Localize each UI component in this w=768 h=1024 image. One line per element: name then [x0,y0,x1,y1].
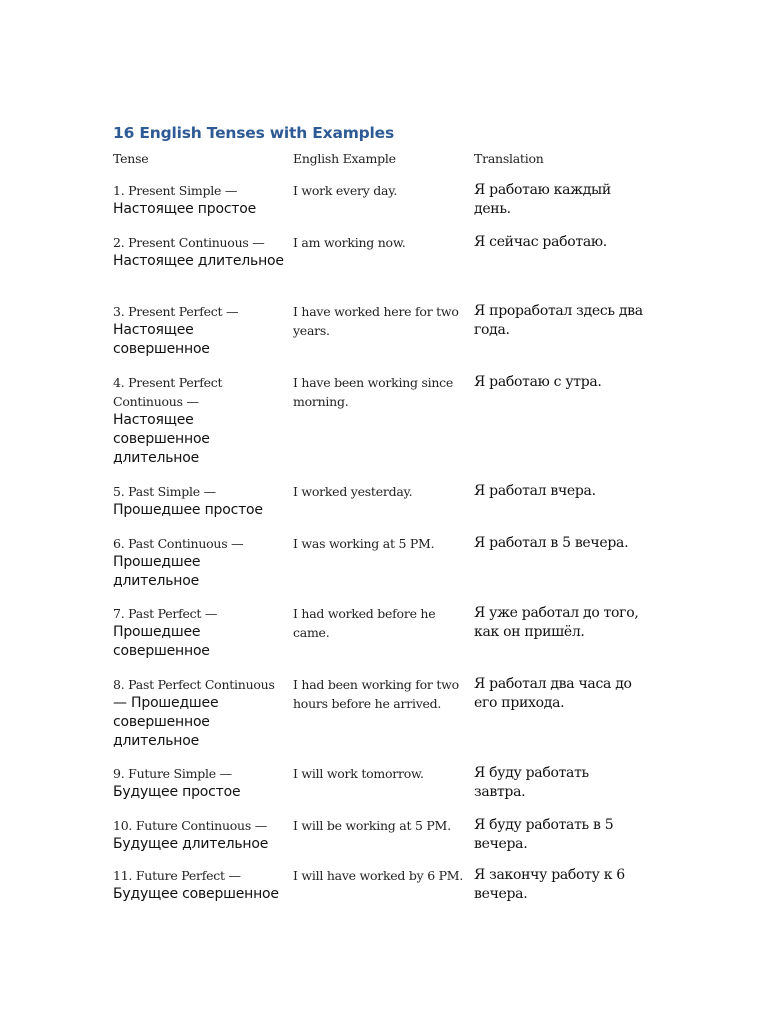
tense-cell [113,181,293,219]
translation-cell: Я работал два часа до его прихода. [474,676,632,711]
tense-english: 2. Present Continuous — [113,235,265,250]
table-row [113,675,653,764]
tense-english: 9. Future Simple — [113,766,232,781]
header-tense: Tense [113,151,149,166]
tense-english: 3. Present Perfect — [113,304,239,319]
example-cell: I am working now. [293,235,406,250]
tense-russian: Будущее простое [113,784,241,800]
tense-cell [113,373,293,468]
translation-cell: Я буду работать завтра. [474,765,589,800]
example-cell: I have worked here for two years. [293,304,459,338]
translation-cell: Я буду работать в 5 вечера. [474,817,614,852]
tense-russian: Прошедшее длительное [113,554,201,589]
tense-english: 10. Future Continuous — [113,818,267,833]
tense-english: 1. Present Simple — [113,183,238,198]
example-cell: I will have worked by 6 PM. [293,868,464,883]
example-cell: I had been working for two hours before he arrived. [293,677,459,711]
tenses-table [113,149,653,916]
tense-cell [113,675,293,751]
tense-cell [113,233,293,271]
translation-cell: Я закончу работу к 6 вечера. [474,867,625,902]
tense-english: 8. Past Perfect Continuous [113,677,275,692]
tense-cell [113,534,293,591]
tense-russian: Настоящее длительное [113,253,284,269]
tense-russian: Прошедшее совершенное [113,624,210,659]
example-cell: I had worked before he came. [293,606,436,640]
tense-english: 6. Past Continuous — [113,536,244,551]
translation-cell: Я работаю с утра. [474,374,602,390]
tense-russian: Настоящее совершенное длительное [113,412,210,466]
example-cell: I worked yesterday. [293,484,413,499]
example-cell: I will be working at 5 PM. [293,818,451,833]
table-row [113,482,653,534]
tense-english: 4. Present Perfect Continuous — [113,375,223,409]
table-row [113,764,653,816]
table-row [113,534,653,604]
tense-cell [113,302,293,359]
tense-cell [113,816,293,854]
table-row [113,233,653,302]
tense-cell [113,482,293,520]
tense-cell [113,866,293,904]
example-cell: I was working at 5 PM. [293,536,435,551]
translation-cell: Я работал вчера. [474,483,596,499]
header-english-example: English Example [293,151,396,166]
document-title: 16 English Tenses with Examples [113,124,395,142]
header-translation: Translation [474,151,544,166]
table-header-row [113,149,653,181]
tense-english: 11. Future Perfect — [113,868,241,883]
translation-cell: Я уже работал до того, как он пришёл. [474,605,639,640]
tense-cell [113,604,293,661]
table-row [113,816,653,866]
table-row [113,181,653,233]
tense-russian: — Прошедшее совершенное длительное [113,695,219,749]
example-cell: I have been working since morning. [293,375,454,409]
tense-russian: Настоящее простое [113,201,257,217]
tense-russian: Будущее совершенное [113,886,279,902]
translation-cell: Я проработал здесь два года. [474,303,643,338]
table-row [113,604,653,675]
table-row [113,373,653,482]
tense-russian: Прошедшее простое [113,502,263,518]
table-row [113,866,653,916]
translation-cell: Я сейчас работаю. [474,234,607,250]
example-cell: I will work tomorrow. [293,766,424,781]
tense-cell [113,764,293,802]
tense-russian: Будущее длительное [113,836,269,852]
example-cell: I work every day. [293,183,398,198]
tense-english: 5. Past Simple — [113,484,216,499]
translation-cell: Я работаю каждый день. [474,182,611,217]
tense-english: 7. Past Perfect — [113,606,218,621]
tense-russian: Настоящее совершенное [113,322,210,357]
table-row [113,302,653,373]
translation-cell: Я работал в 5 вечера. [474,535,629,551]
